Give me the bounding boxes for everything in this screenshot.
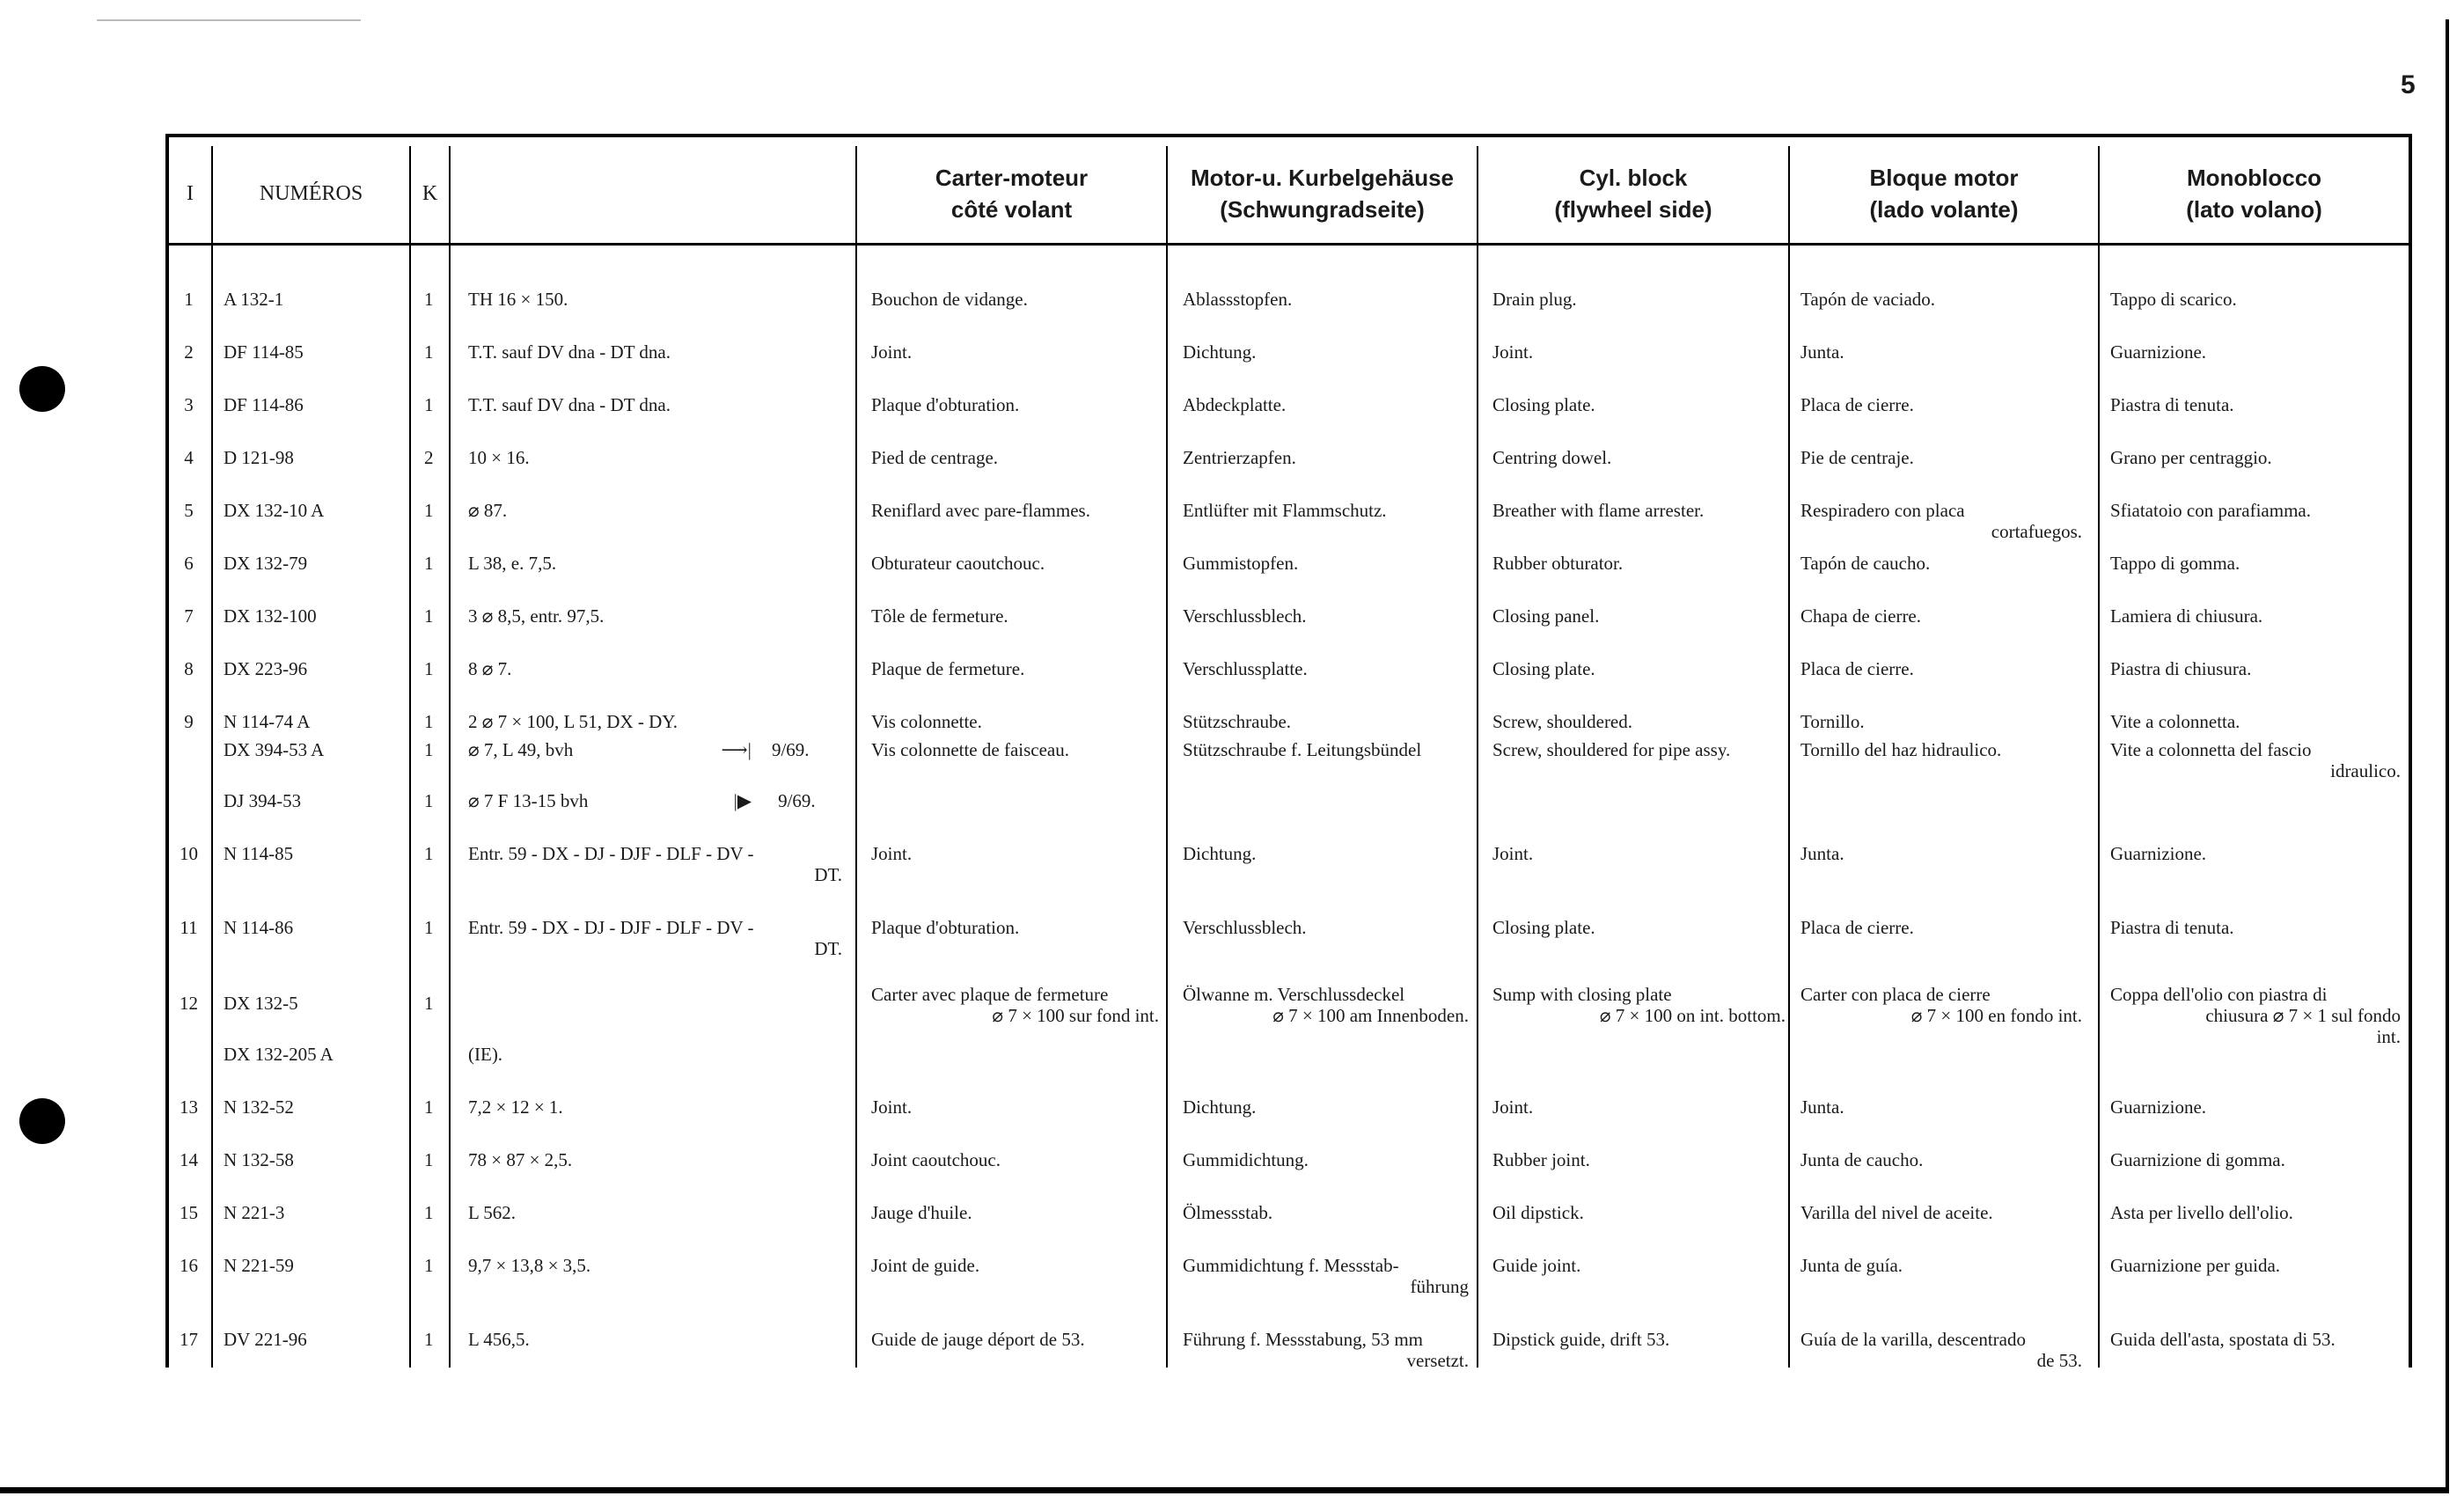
desc-german — [1183, 1329, 1469, 1371]
desc-english-line: Sump with closing plate — [1492, 984, 1672, 1005]
punch-hole-bottom — [19, 1098, 65, 1144]
desc-english-line: ⌀ 7 × 100 on int. bottom. — [1599, 1005, 1786, 1026]
part-number: A 132-1 — [224, 289, 284, 310]
row-index: 5 — [184, 500, 194, 521]
desc-spanish: Junta de guía. — [1800, 1255, 1903, 1276]
row-index: 1 — [184, 289, 194, 310]
desc-german-line: Ölwanne m. Verschlussdeckel — [1183, 984, 1405, 1005]
desc-german: Verschlussblech. — [1183, 605, 1307, 627]
specification-line: 2 ⌀ 7 × 100, L 51, DX - DY. — [468, 711, 678, 732]
desc-german-line: Gummidichtung f. Messstab- — [1183, 1255, 1399, 1276]
header-german — [1168, 146, 1477, 241]
desc-spanish: Junta. — [1800, 1096, 1844, 1118]
desc-spanish: Varilla del nivel de aceite. — [1800, 1202, 1993, 1223]
part-number: DF 114-86 — [224, 394, 304, 415]
desc-italian: Grano per centraggio. — [2110, 447, 2272, 468]
desc-spanish-line: Tornillo del haz hidraulico. — [1800, 739, 2002, 760]
desc-german: Abdeckplatte. — [1183, 394, 1287, 415]
desc-french: Jauge d'huile. — [871, 1202, 972, 1223]
part-number: N 221-59 — [224, 1255, 294, 1276]
punch-hole-top — [19, 366, 65, 412]
part-number: DX 132-100 — [224, 605, 317, 627]
desc-italian-line: Coppa dell'olio con piastra di — [2110, 984, 2328, 1005]
specification-text: ⌀ 7, L 49, bvh — [468, 739, 574, 760]
desc-english: Closing panel. — [1492, 605, 1600, 627]
header-italian-line: Monoblocco — [2186, 165, 2322, 191]
specification: 78 × 87 × 2,5. — [468, 1149, 573, 1170]
part-number: DX 223-96 — [224, 658, 308, 679]
desc-german: Entlüfter mit Flammschutz. — [1183, 500, 1387, 521]
desc-spanish: Placa de cierre. — [1800, 394, 1914, 415]
table-border-right — [2409, 134, 2412, 1368]
row-index: 9 — [184, 711, 194, 732]
row-index: 12 — [180, 993, 198, 1014]
desc-german — [1183, 1255, 1469, 1297]
desc-english: Joint. — [1492, 1096, 1534, 1118]
header-french-line: côté volant — [950, 196, 1073, 223]
quantity — [424, 711, 442, 760]
desc-german-line: Führung f. Messstabung, 53 mm — [1183, 1329, 1423, 1350]
specification: T.T. sauf DV dna - DT dna. — [468, 341, 671, 363]
desc-french — [871, 984, 1159, 1026]
quantity-line: 1 — [424, 711, 434, 732]
desc-german-line: ⌀ 7 × 100 am Innenboden. — [1272, 1005, 1469, 1026]
part-number-line: N 114-74 A — [224, 711, 311, 732]
desc-french: Plaque d'obturation. — [871, 394, 1020, 415]
header-french — [857, 146, 1166, 241]
desc-italian: Guarnizione per guida. — [2110, 1255, 2281, 1276]
desc-italian-line: Vite a colonnetta. — [2110, 711, 2240, 732]
desc-spanish-line: Carter con placa de cierre — [1800, 984, 1991, 1005]
top-scan-mark — [97, 19, 361, 21]
desc-english: Closing plate. — [1492, 394, 1595, 415]
desc-italian: Tappo di scarico. — [2110, 289, 2237, 310]
desc-french: Tôle de fermeture. — [871, 605, 1008, 627]
part-number: D 121-98 — [224, 447, 294, 468]
row-index: 15 — [180, 1202, 198, 1223]
header-german-line: Motor-u. Kurbelgehäuse — [1190, 165, 1454, 191]
row-index: 3 — [184, 394, 194, 415]
header-divider — [169, 243, 2409, 246]
quantity: 1 — [424, 1329, 434, 1350]
quantity: 1 — [424, 341, 434, 363]
desc-french: Plaque d'obturation. — [871, 917, 1020, 938]
header-spanish-line: (lado volante) — [1869, 196, 2019, 223]
desc-french: Bouchon de vidange. — [871, 289, 1028, 310]
desc-german-line: Stützschraube f. Leitungsbündel — [1183, 739, 1422, 760]
desc-italian: Guida dell'asta, spostata di 53. — [2110, 1329, 2336, 1350]
part-number: N 221-3 — [224, 1202, 285, 1223]
desc-spanish: Placa de cierre. — [1800, 658, 1914, 679]
desc-german: Gummistopfen. — [1183, 553, 1299, 574]
table-border-left — [165, 134, 169, 1368]
desc-english-line: Screw, shouldered for pipe assy. — [1492, 739, 1731, 760]
specification-line: DT. — [814, 864, 842, 885]
part-number: DV 221-96 — [224, 1329, 307, 1350]
desc-english: Closing plate. — [1492, 917, 1595, 938]
quantity: 1 — [424, 289, 434, 310]
part-number: DX 132-79 — [224, 553, 308, 574]
quantity: 1 — [424, 1149, 434, 1170]
desc-spanish-line: Guía de la varilla, descentrado — [1800, 1329, 2026, 1350]
desc-italian: Piastra di tenuta. — [2110, 917, 2234, 938]
desc-english: Drain plug. — [1492, 289, 1577, 310]
desc-english: Closing plate. — [1492, 658, 1595, 679]
part-number: N 132-58 — [224, 1149, 294, 1170]
quantity: 2 — [424, 447, 434, 468]
desc-spanish: Tapón de caucho. — [1800, 553, 1931, 574]
desc-german-line: versetzt. — [1406, 1350, 1469, 1371]
header-english-line: Cyl. block — [1579, 165, 1688, 191]
specification: 10 × 16. — [468, 447, 530, 468]
specification-line: DT. — [814, 938, 842, 959]
desc-spanish-line: cortafuegos. — [1991, 521, 2082, 542]
row-index: 8 — [184, 658, 194, 679]
desc-italian-line: int. — [2376, 1026, 2401, 1047]
part-number: DF 114-85 — [224, 341, 304, 363]
desc-french: Joint. — [871, 1096, 913, 1118]
desc-spanish-line: Respiradero con placa — [1800, 500, 1965, 521]
desc-italian: Sfiatatoio con parafiamma. — [2110, 500, 2311, 521]
desc-german: Dichtung. — [1183, 341, 1257, 363]
specification: 8 ⌀ 7. — [468, 658, 512, 679]
part-number: DX 132-5 — [224, 993, 298, 1014]
row-index: 16 — [180, 1255, 198, 1276]
desc-italian: Guarnizione. — [2110, 341, 2207, 363]
desc-spanish-line: Tornillo. — [1800, 711, 1865, 732]
desc-spanish: Placa de cierre. — [1800, 917, 1914, 938]
specification: 9,7 × 13,8 × 3,5. — [468, 1255, 591, 1276]
desc-french: Guide de jauge déport de 53. — [871, 1329, 1085, 1350]
desc-italian: Guarnizione. — [2110, 843, 2207, 864]
desc-german: Gummidichtung. — [1183, 1149, 1309, 1170]
quantity: 1 — [424, 500, 434, 521]
quantity: 1 — [424, 917, 434, 938]
quantity: 1 — [424, 658, 434, 679]
desc-spanish — [1800, 984, 2082, 1026]
desc-italian: Piastra di chiusura. — [2110, 658, 2252, 679]
desc-italian — [2110, 711, 2401, 781]
desc-italian: Guarnizione di gomma. — [2110, 1149, 2285, 1170]
desc-german: Zentrierzapfen. — [1183, 447, 1296, 468]
header-spec — [451, 146, 855, 241]
desc-italian-line: Vite a colonnetta del fascio — [2110, 739, 2312, 760]
desc-german — [1183, 984, 1469, 1026]
header-english-line: (flywheel side) — [1554, 196, 1712, 223]
desc-spanish: Tapón de vaciado. — [1800, 289, 1936, 310]
quantity: 1 — [424, 1202, 434, 1223]
desc-italian: Guarnizione. — [2110, 1096, 2207, 1118]
quantity-line: 1 — [424, 739, 434, 760]
desc-english: Centring dowel. — [1492, 447, 1612, 468]
desc-french: Joint caoutchouc. — [871, 1149, 1001, 1170]
desc-spanish: Junta de caucho. — [1800, 1149, 1924, 1170]
desc-german: Dichtung. — [1183, 1096, 1257, 1118]
desc-spanish-line: ⌀ 7 × 100 en fondo int. — [1910, 1005, 2082, 1026]
specification: T.T. sauf DV dna - DT dna. — [468, 394, 671, 415]
row-index: 11 — [180, 917, 198, 938]
desc-german: Dichtung. — [1183, 843, 1257, 864]
desc-german-line: Stützschraube. — [1183, 711, 1292, 732]
header-spanish — [1790, 146, 2098, 241]
part-number: N 132-52 — [224, 1096, 294, 1118]
desc-french: Joint. — [871, 843, 913, 864]
desc-italian-line: idraulico. — [2330, 760, 2401, 781]
quantity: 1 — [424, 1096, 434, 1118]
header-italian-line: (lato volano) — [2186, 196, 2322, 223]
row-index: 2 — [184, 341, 194, 363]
page-number: 5 — [2401, 70, 2416, 99]
desc-italian: Piastra di tenuta. — [2110, 394, 2234, 415]
desc-spanish: Junta. — [1800, 341, 1844, 363]
quantity: 1 — [424, 843, 434, 864]
desc-spanish: Pie de centraje. — [1800, 447, 1914, 468]
desc-french-line: Carter avec plaque de fermeture — [871, 984, 1109, 1005]
desc-italian — [2110, 984, 2401, 1047]
desc-german-line: führung — [1410, 1276, 1469, 1297]
header-italian — [2100, 146, 2409, 241]
desc-italian-line: chiusura ⌀ 7 × 1 sul fondo — [2205, 1005, 2401, 1026]
specification-line: Entr. 59 - DX - DJ - DJF - DLF - DV - — [468, 843, 754, 864]
desc-french-line: Vis colonnette. — [871, 711, 982, 732]
desc-english: Breather with flame arrester. — [1492, 500, 1705, 521]
specification: L 562. — [468, 1202, 517, 1223]
row-index: 10 — [180, 843, 198, 864]
part-number: DX 132-10 A — [224, 500, 325, 521]
header-index: I — [187, 181, 194, 205]
desc-english: Joint. — [1492, 843, 1534, 864]
row-index: 4 — [184, 447, 194, 468]
header-german-line: (Schwungradseite) — [1220, 196, 1425, 223]
desc-english: Joint. — [1492, 341, 1534, 363]
part-number-line: DX 394-53 A — [224, 739, 325, 760]
desc-french-line: ⌀ 7 × 100 sur fond int. — [992, 1005, 1159, 1026]
quantity: 1 — [424, 993, 434, 1014]
desc-english: Dipstick guide, drift 53. — [1492, 1329, 1670, 1350]
desc-spanish — [1800, 500, 2082, 542]
part-number — [224, 711, 400, 760]
desc-french: Joint. — [871, 341, 913, 363]
specification-line: Entr. 59 - DX - DJ - DJF - DLF - DV - — [468, 917, 754, 938]
desc-french: Reniflard avec pare-flammes. — [871, 500, 1090, 521]
desc-english: Oil dipstick. — [1492, 1202, 1584, 1223]
desc-french: Pied de centrage. — [871, 447, 999, 468]
desc-german: Ölmessstab. — [1183, 1202, 1273, 1223]
specification — [468, 843, 842, 885]
arrow-start-icon: |▶ — [733, 790, 752, 811]
specification: (IE). — [468, 1044, 503, 1065]
specification — [468, 790, 1018, 811]
specification: ⌀ 87. — [468, 500, 508, 521]
desc-french: Plaque de fermeture. — [871, 658, 1025, 679]
desc-german: Verschlussplatte. — [1183, 658, 1308, 679]
specification-note: 9/69. — [771, 739, 810, 760]
desc-italian: Asta per livello dell'olio. — [2110, 1202, 2293, 1223]
row-index: 13 — [180, 1096, 198, 1118]
specification: 3 ⌀ 8,5, entr. 97,5. — [468, 605, 605, 627]
desc-french: Joint de guide. — [871, 1255, 980, 1276]
specification — [468, 917, 842, 959]
header-numbers: NUMÉROS — [259, 181, 363, 205]
page-edge-bottom — [0, 1487, 2449, 1493]
table-border-top — [165, 134, 2412, 137]
desc-french-line: Vis colonnette de faisceau. — [871, 739, 1069, 760]
part-number: DJ 394-53 — [224, 790, 302, 811]
quantity: 1 — [424, 790, 434, 811]
header-qty: K — [422, 181, 438, 205]
quantity: 1 — [424, 394, 434, 415]
header-french-line: Carter-moteur — [935, 165, 1089, 191]
part-number: DX 132-205 A — [224, 1044, 334, 1065]
desc-english — [1492, 984, 1786, 1026]
desc-italian: Lamiera di chiusura. — [2110, 605, 2263, 627]
desc-spanish — [1800, 1329, 2082, 1371]
row-index: 7 — [184, 605, 194, 627]
specification-note: 9/69. — [778, 790, 816, 811]
quantity: 1 — [424, 1255, 434, 1276]
quantity: 1 — [424, 553, 434, 574]
desc-spanish: Chapa de cierre. — [1800, 605, 1922, 627]
column-divider — [449, 146, 451, 1368]
desc-english-line: Screw, shouldered. — [1492, 711, 1633, 732]
specification: L 456,5. — [468, 1329, 530, 1350]
part-number: N 114-86 — [224, 917, 294, 938]
desc-spanish-line: de 53. — [2036, 1350, 2082, 1371]
part-number: N 114-85 — [224, 843, 294, 864]
quantity: 1 — [424, 605, 434, 627]
specification: TH 16 × 150. — [468, 289, 568, 310]
specification-text: ⌀ 7 F 13-15 bvh — [468, 790, 589, 811]
header-spanish-line: Bloque motor — [1869, 165, 2019, 191]
row-index: 17 — [180, 1329, 198, 1350]
desc-english: Rubber joint. — [1492, 1149, 1590, 1170]
column-divider — [211, 146, 213, 1368]
desc-german: Verschlussblech. — [1183, 917, 1307, 938]
specification: 7,2 × 12 × 1. — [468, 1096, 563, 1118]
header-english — [1478, 146, 1788, 241]
desc-spanish: Junta. — [1800, 843, 1844, 864]
desc-french: Obturateur caoutchouc. — [871, 553, 1045, 574]
row-index: 6 — [184, 553, 194, 574]
column-divider — [409, 146, 411, 1368]
desc-english: Rubber obturator. — [1492, 553, 1624, 574]
desc-english: Guide joint. — [1492, 1255, 1581, 1276]
desc-italian: Tappo di gomma. — [2110, 553, 2240, 574]
desc-german: Ablassstopfen. — [1183, 289, 1293, 310]
specification: L 38, e. 7,5. — [468, 553, 557, 574]
row-index: 14 — [180, 1149, 198, 1170]
arrow-stop-icon: ⟶| — [721, 739, 752, 760]
